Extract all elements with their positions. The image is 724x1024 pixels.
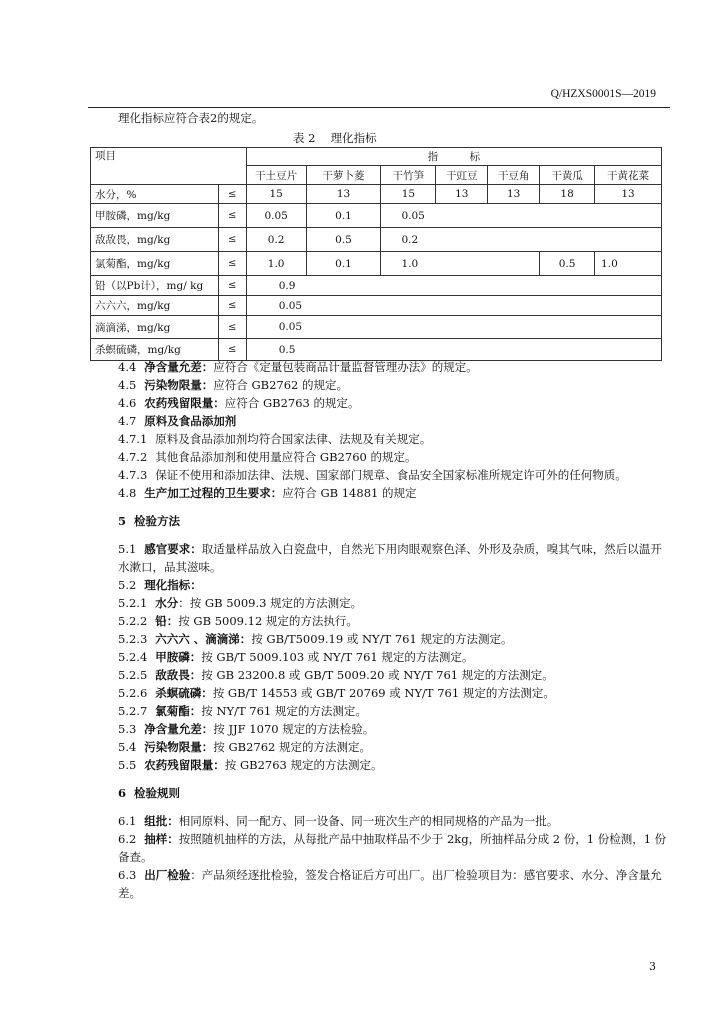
clause-5-2-2 <box>118 612 670 630</box>
section-6-heading <box>118 784 670 802</box>
row-name: 水分，% <box>91 185 219 204</box>
clause-4-7-2 <box>118 448 670 466</box>
cell-value: 0.05 <box>246 316 661 339</box>
clause-5-2 <box>118 576 670 594</box>
clause-label: 净含量允差： <box>144 722 214 736</box>
clause-label: 污染物限量： <box>144 378 214 392</box>
clause-text: 按 GB2762 规定的方法测定。 <box>213 740 372 754</box>
header-rule <box>88 107 670 108</box>
product-name: 干黄花菜 <box>595 166 662 185</box>
cell-value: 0.1 <box>306 252 381 276</box>
clause-6-1 <box>118 812 670 830</box>
clause-number: 5.2.3 <box>118 632 148 646</box>
clause-number: 4.8 <box>118 486 137 500</box>
cell-value: 0.2 <box>381 228 662 252</box>
clause-text: 按 JJF 1070 规定的方法检验。 <box>213 722 375 736</box>
cell-value: 13 <box>595 185 662 204</box>
cell-value: 0.9 <box>246 276 661 296</box>
cell-value: 0.5 <box>246 339 661 361</box>
table-header-row <box>91 148 662 166</box>
clause-number: 6.1 <box>118 814 137 828</box>
table-row <box>91 296 662 316</box>
cell-value: 1.0 <box>246 252 306 276</box>
clause-5-2-5 <box>118 666 670 684</box>
cell-value: 1.0 <box>381 252 540 276</box>
cell-value: 13 <box>436 185 488 204</box>
table-row <box>91 316 662 339</box>
clause-label: 甲胺磷： <box>155 650 202 664</box>
clause-label: 铅： <box>155 614 179 628</box>
clause-label: 水分 <box>155 596 179 610</box>
clause-label: 原料及食品添加剂 <box>144 414 237 428</box>
row-operator: ≤ <box>218 276 246 296</box>
clause-6-3 <box>118 866 670 902</box>
row-name: 敌敌畏，mg/kg <box>91 228 219 252</box>
section-title: 检验方法 <box>134 514 181 528</box>
clause-5-2-1 <box>118 594 670 612</box>
clause-label: 氯菊酯： <box>155 704 202 718</box>
clause-number: 5.5 <box>118 758 137 772</box>
clause-text: 保证不使用和添加法律、法规、国家部门规章、食品安全国家标准所规定许可外的任何物质。 <box>155 468 627 482</box>
clause-number: 4.6 <box>118 396 137 410</box>
clause-text: ：产品须经逐批检验，签发合格证后方可出厂。出厂检验项目为：感官要求、水分、净含量允差。 <box>118 868 662 900</box>
product-name: 干萝卜菱 <box>306 166 381 185</box>
section-5-heading <box>118 512 670 530</box>
clause-5-3 <box>118 720 670 738</box>
clause-number: 4.7.3 <box>118 468 148 482</box>
clause-4-7 <box>118 412 670 430</box>
clause-label: 污染物限量： <box>144 740 214 754</box>
row-operator: ≤ <box>218 228 246 252</box>
product-name: 干豇豆 <box>436 166 488 185</box>
clause-text: 原料及食品添加剂均符合国家法律、法规及有关规定。 <box>155 432 432 446</box>
product-name: 干土豆片 <box>246 166 306 185</box>
row-name: 杀螟硫磷，mg/kg <box>91 339 219 361</box>
cell-value: 0.1 <box>306 204 381 228</box>
clause-number: 5.2.1 <box>118 596 148 610</box>
clause-text: 其他食品添加剂和使用量应符合 GB2760 的规定。 <box>155 450 417 464</box>
row-operator: ≤ <box>218 316 246 339</box>
clause-label: 农药残留限量： <box>144 758 225 772</box>
table-row <box>91 276 662 296</box>
table-caption: 表 2 理化指标 <box>293 131 377 145</box>
clause-number: 5.3 <box>118 722 137 736</box>
clause-text: 按 GB/T 14553 或 GB/T 20769 或 NY/T 761 规定的方法测定。 <box>212 686 555 700</box>
clause-text: 应符合 GB 14881 的规定 <box>282 486 417 500</box>
row-operator: ≤ <box>218 339 246 361</box>
clause-4-8 <box>118 484 670 502</box>
product-name: 干豆角 <box>488 166 540 185</box>
cell-value: 0.05 <box>246 204 306 228</box>
clause-label: 理化指标： <box>144 578 202 592</box>
clause-5-5 <box>118 756 670 774</box>
clause-text: 应符合《定量包装商品计量监督管理办法》的规定。 <box>213 360 478 374</box>
cell-value: 0.05 <box>246 296 661 316</box>
clause-text: 按 GB 23200.8 或 GB/T 5009.20 或 NY/T 761 规定的方法测定。 <box>201 668 554 682</box>
clause-label: 出厂检验 <box>144 868 191 882</box>
clause-label: 净含量允差： <box>144 360 214 374</box>
clause-label: 生产加工过程的卫生要求： <box>144 486 283 500</box>
clause-text: 按 GB 5009.12 规定的方法执行。 <box>178 614 358 628</box>
table-col-item: 项目 <box>91 148 247 185</box>
clause-number: 5.2.7 <box>118 704 148 718</box>
clause-number: 6.3 <box>118 868 137 882</box>
clause-label: 感官要求： <box>144 542 202 556</box>
document-code: Q/HZXS0001S—2019 <box>550 88 656 100</box>
row-name: 氯菊酯，mg/kg <box>91 252 219 276</box>
table-col-index: 指 标 <box>246 148 661 166</box>
spec-table <box>90 147 662 361</box>
section-title: 检验规则 <box>134 786 181 800</box>
clause-number: 5.2.6 <box>118 686 148 700</box>
clause-5-2-7 <box>118 702 670 720</box>
cell-value: 0.5 <box>306 228 381 252</box>
clause-label: 农药残留限量： <box>144 396 225 410</box>
clause-label: 杀螟硫磷： <box>155 686 213 700</box>
row-name: 六六六，mg/kg <box>91 296 219 316</box>
clause-label: 组批： <box>144 814 179 828</box>
cell-value: 18 <box>540 185 595 204</box>
clause-4-7-3 <box>118 466 670 484</box>
clause-text: 按照随机抽样的方法，从每批产品中抽取样品不少于 2kg，所抽样品分成 2 份，1 份检测，1 份备查。 <box>118 832 667 864</box>
clause-4-7-1 <box>118 430 670 448</box>
clause-5-2-6 <box>118 684 670 702</box>
cell-value: 0.2 <box>246 228 306 252</box>
clause-text: 按 GB/T5009.19 或 NY/T 761 规定的方法测定。 <box>251 632 513 646</box>
clause-number: 5.1 <box>118 542 137 556</box>
clause-5-4 <box>118 738 670 756</box>
cell-value: 13 <box>306 185 381 204</box>
cell-value: 15 <box>246 185 306 204</box>
cell-value: 0.05 <box>381 204 662 228</box>
intro-text: 理化指标应符合表2的规定。 <box>118 111 264 125</box>
clause-text: 按 GB/T 5009.103 或 NY/T 761 规定的方法测定。 <box>201 650 474 664</box>
row-name: 铅（以Pb计），mg/ kg <box>91 276 219 296</box>
row-operator: ≤ <box>218 252 246 276</box>
table-row <box>91 185 662 204</box>
clause-number: 4.4 <box>118 360 137 374</box>
clause-label: 六六六 、滴滴涕： <box>155 632 252 646</box>
clause-text: 应符合 GB2762 的规定。 <box>213 378 349 392</box>
clause-text: 按 GB2763 规定的方法测定。 <box>224 758 383 772</box>
clause-number: 5.2.2 <box>118 614 148 628</box>
clause-4-4 <box>118 358 670 376</box>
table-row <box>91 228 662 252</box>
clause-text: 按 NY/T 761 规定的方法测定。 <box>201 704 367 718</box>
clause-5-2-4 <box>118 648 670 666</box>
clause-number: 5.4 <box>118 740 137 754</box>
clause-text: ：按 GB 5009.3 规定的方法测定。 <box>178 596 363 610</box>
clause-text: 应符合 GB2763 的规定。 <box>224 396 360 410</box>
clause-4-5 <box>118 376 670 394</box>
clause-4-6 <box>118 394 670 412</box>
clause-number: 5.2.5 <box>118 668 148 682</box>
cell-value: 15 <box>381 185 436 204</box>
document-body <box>118 358 670 902</box>
clause-number: 4.7.1 <box>118 432 148 446</box>
product-name: 干黄瓜 <box>540 166 595 185</box>
clause-number: 5.2 <box>118 578 137 592</box>
cell-value: 1.0 <box>595 252 662 276</box>
clause-number: 4.7 <box>118 414 137 428</box>
page-number: 3 <box>649 960 656 973</box>
table-row <box>91 204 662 228</box>
clause-number: 4.7.2 <box>118 450 148 464</box>
clause-number: 6.2 <box>118 832 137 846</box>
table-row <box>91 252 662 276</box>
clause-label: 抽样： <box>144 832 179 846</box>
clause-label: 敌敌畏： <box>155 668 202 682</box>
clause-number: 5.2.4 <box>118 650 148 664</box>
clause-5-1 <box>118 540 670 576</box>
row-name: 滴滴涕，mg/kg <box>91 316 219 339</box>
clause-number: 4.5 <box>118 378 137 392</box>
clause-text: 取适量样品放入白瓷盘中，自然光下用肉眼观察色泽、外形及杂质，嗅其气味，然后以温开水漱口，品其滋味。 <box>118 542 662 574</box>
clause-6-2 <box>118 830 670 866</box>
row-name: 甲胺磷，mg/kg <box>91 204 219 228</box>
clause-5-2-3 <box>118 630 670 648</box>
cell-value: 13 <box>488 185 540 204</box>
cell-value: 0.5 <box>540 252 595 276</box>
clause-text: 相同原料、同一配方、同一设备、同一班次生产的相同规格的产品为一批。 <box>178 814 559 828</box>
section-number: 5 <box>118 514 127 528</box>
row-operator: ≤ <box>218 204 246 228</box>
row-operator: ≤ <box>218 185 246 204</box>
row-operator: ≤ <box>218 296 246 316</box>
section-number: 6 <box>118 786 127 800</box>
product-name: 干竹笋 <box>381 166 436 185</box>
